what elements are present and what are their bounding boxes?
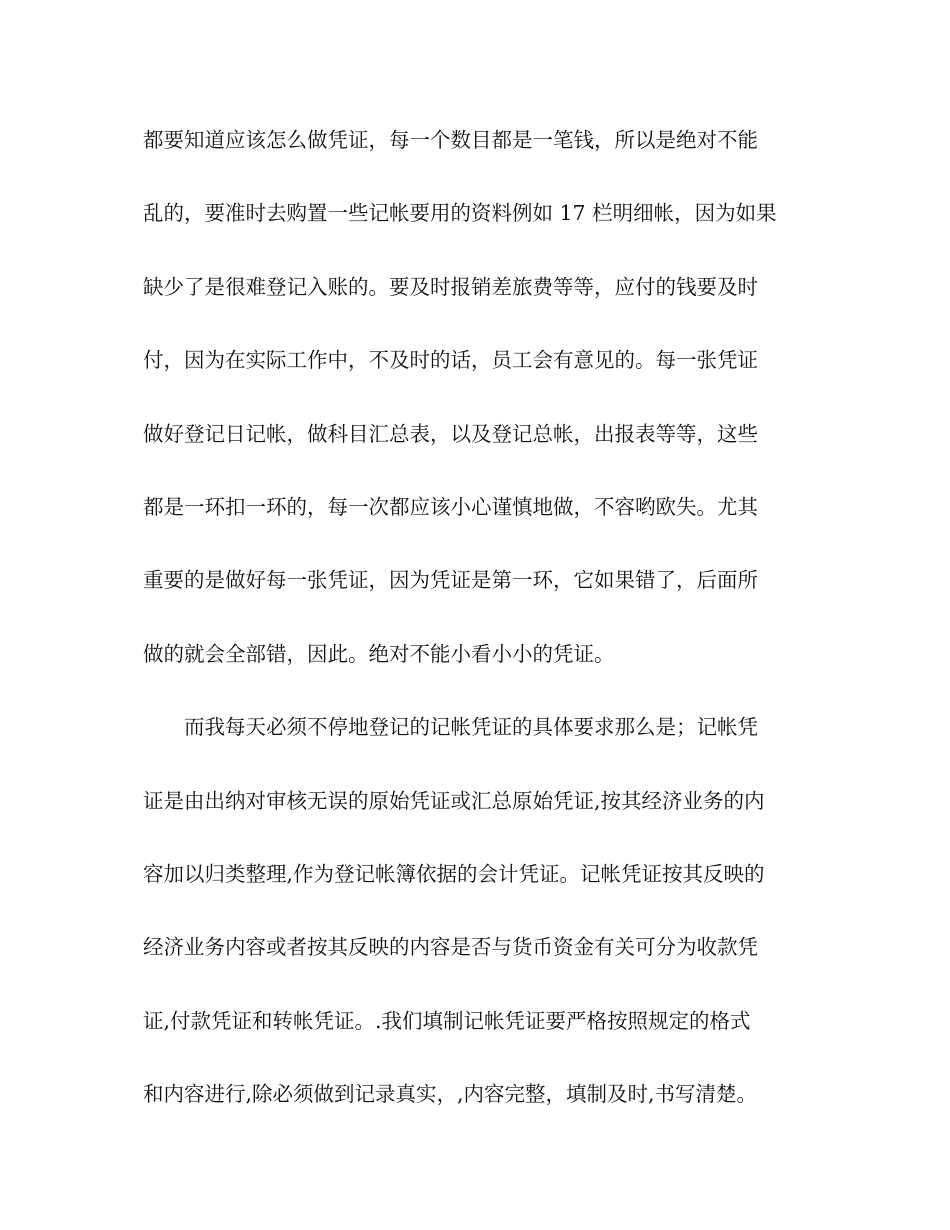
text-line-4: 付，因为在实际工作中，不及时的话，员工会有意见的。每一张凭证 bbox=[143, 348, 758, 373]
text-line-5: 做好登记日记帐，做科目汇总表，以及登记总帐，出报表等等，这些 bbox=[143, 421, 758, 446]
text-line-7: 重要的是做好每一张凭证，因为凭证是第一环，它如果错了，后面所 bbox=[143, 568, 758, 593]
text-line-10: 证是由出纳对审核无误的原始凭证或汇总原始凭证,按其经济业务的内 bbox=[143, 788, 765, 813]
text-line-3: 缺少了是很难登记入账的。要及时报销差旅费等等，应付的钱要及时 bbox=[143, 274, 758, 299]
text-line-11: 容加以归类整理,作为登记帐簿依据的会计凭证。记帐凭证按其反映的 bbox=[143, 861, 765, 886]
text-line-6: 都是一环扣一环的，每一次都应该小心谨慎地做，不容哟欧失。尤其 bbox=[143, 494, 758, 519]
text-line-8: 做的就会全部错，因此。绝对不能小看小小的凭证。 bbox=[143, 641, 615, 666]
text-line-2: 乱的，要准时去购置一些记帐要用的资料例如 17 栏明细帐，因为如果 bbox=[143, 201, 777, 226]
body-text bbox=[143, 115, 808, 1142]
text-line-12: 经济业务内容或者按其反映的内容是否与货币资金有关可分为收款凭 bbox=[143, 935, 758, 960]
text-line-13: 证,付款凭证和转帐凭证。.我们填制记帐凭证要严格按照规定的格式 bbox=[143, 1008, 751, 1033]
paragraph-2-start-line: 而我每天必须不停地登记的记帐凭证的具体要求那么是；记帐凭 bbox=[184, 715, 758, 740]
text-line-14: 和内容进行,除必须做到记录真实，,内容完整，填制及时,书写清楚。 bbox=[143, 1082, 758, 1107]
text-line-1: 都要知道应该怎么做凭证，每一个数目都是一笔钱，所以是绝对不能 bbox=[143, 128, 758, 152]
